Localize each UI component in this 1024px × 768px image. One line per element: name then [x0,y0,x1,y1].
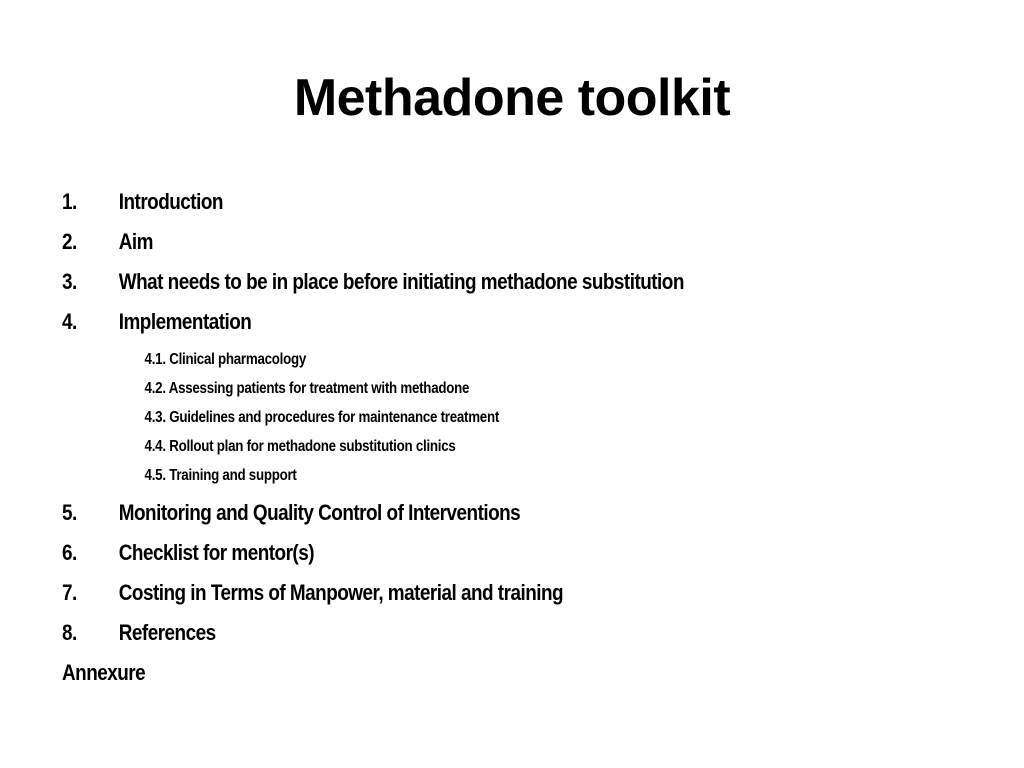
toc-item-label: Introduction [118,189,223,214]
toc-item-label: Aim [118,229,153,254]
toc-subitems [62,342,1002,493]
toc-item-references [62,613,870,653]
toc-item-label: What needs to be in place before initiating methadone substitution [118,269,684,294]
toc-item-label: Implementation [118,309,252,334]
toc-subitem-clinical-pharmacology: 4.1. Clinical pharmacology [144,351,307,368]
table-of-contents [62,182,1002,693]
toc-item-number: 2. [62,229,77,254]
toc-item-monitoring [62,493,870,533]
toc-item-number: 1. [62,189,77,214]
toc-item-number: 3. [62,269,77,294]
toc-item-number: 5. [62,500,77,525]
slide-title: Methadone toolkit [293,69,731,127]
toc-subitem-guidelines: 4.3. Guidelines and procedures for maintenance treatment [144,409,500,426]
toc-item-prerequisites [62,262,870,302]
toc-item-number: 4. [62,309,77,334]
toc-item-costing [62,573,870,613]
toc-subitem-rollout-plan: 4.4. Rollout plan for methadone substitution clinics [144,438,456,455]
toc-item-number: 6. [62,540,77,565]
toc-item-label: Costing in Terms of Manpower, material and training [118,580,564,605]
toc-item-introduction [62,182,870,222]
toc-item-annexure: Annexure [62,660,146,685]
toc-item-checklist [62,533,870,573]
toc-item-label: Checklist for mentor(s) [118,540,315,565]
toc-item-label: References [118,620,216,645]
toc-item-aim [62,222,870,262]
toc-subitem-training: 4.5. Training and support [144,467,297,484]
toc-item-number: 7. [62,580,77,605]
toc-item-number: 8. [62,620,77,645]
toc-item-label: Monitoring and Quality Control of Interventions [118,500,521,525]
toc-subitem-assessing-patients: 4.2. Assessing patients for treatment with methadone [144,380,470,397]
toc-item-implementation [62,302,870,342]
